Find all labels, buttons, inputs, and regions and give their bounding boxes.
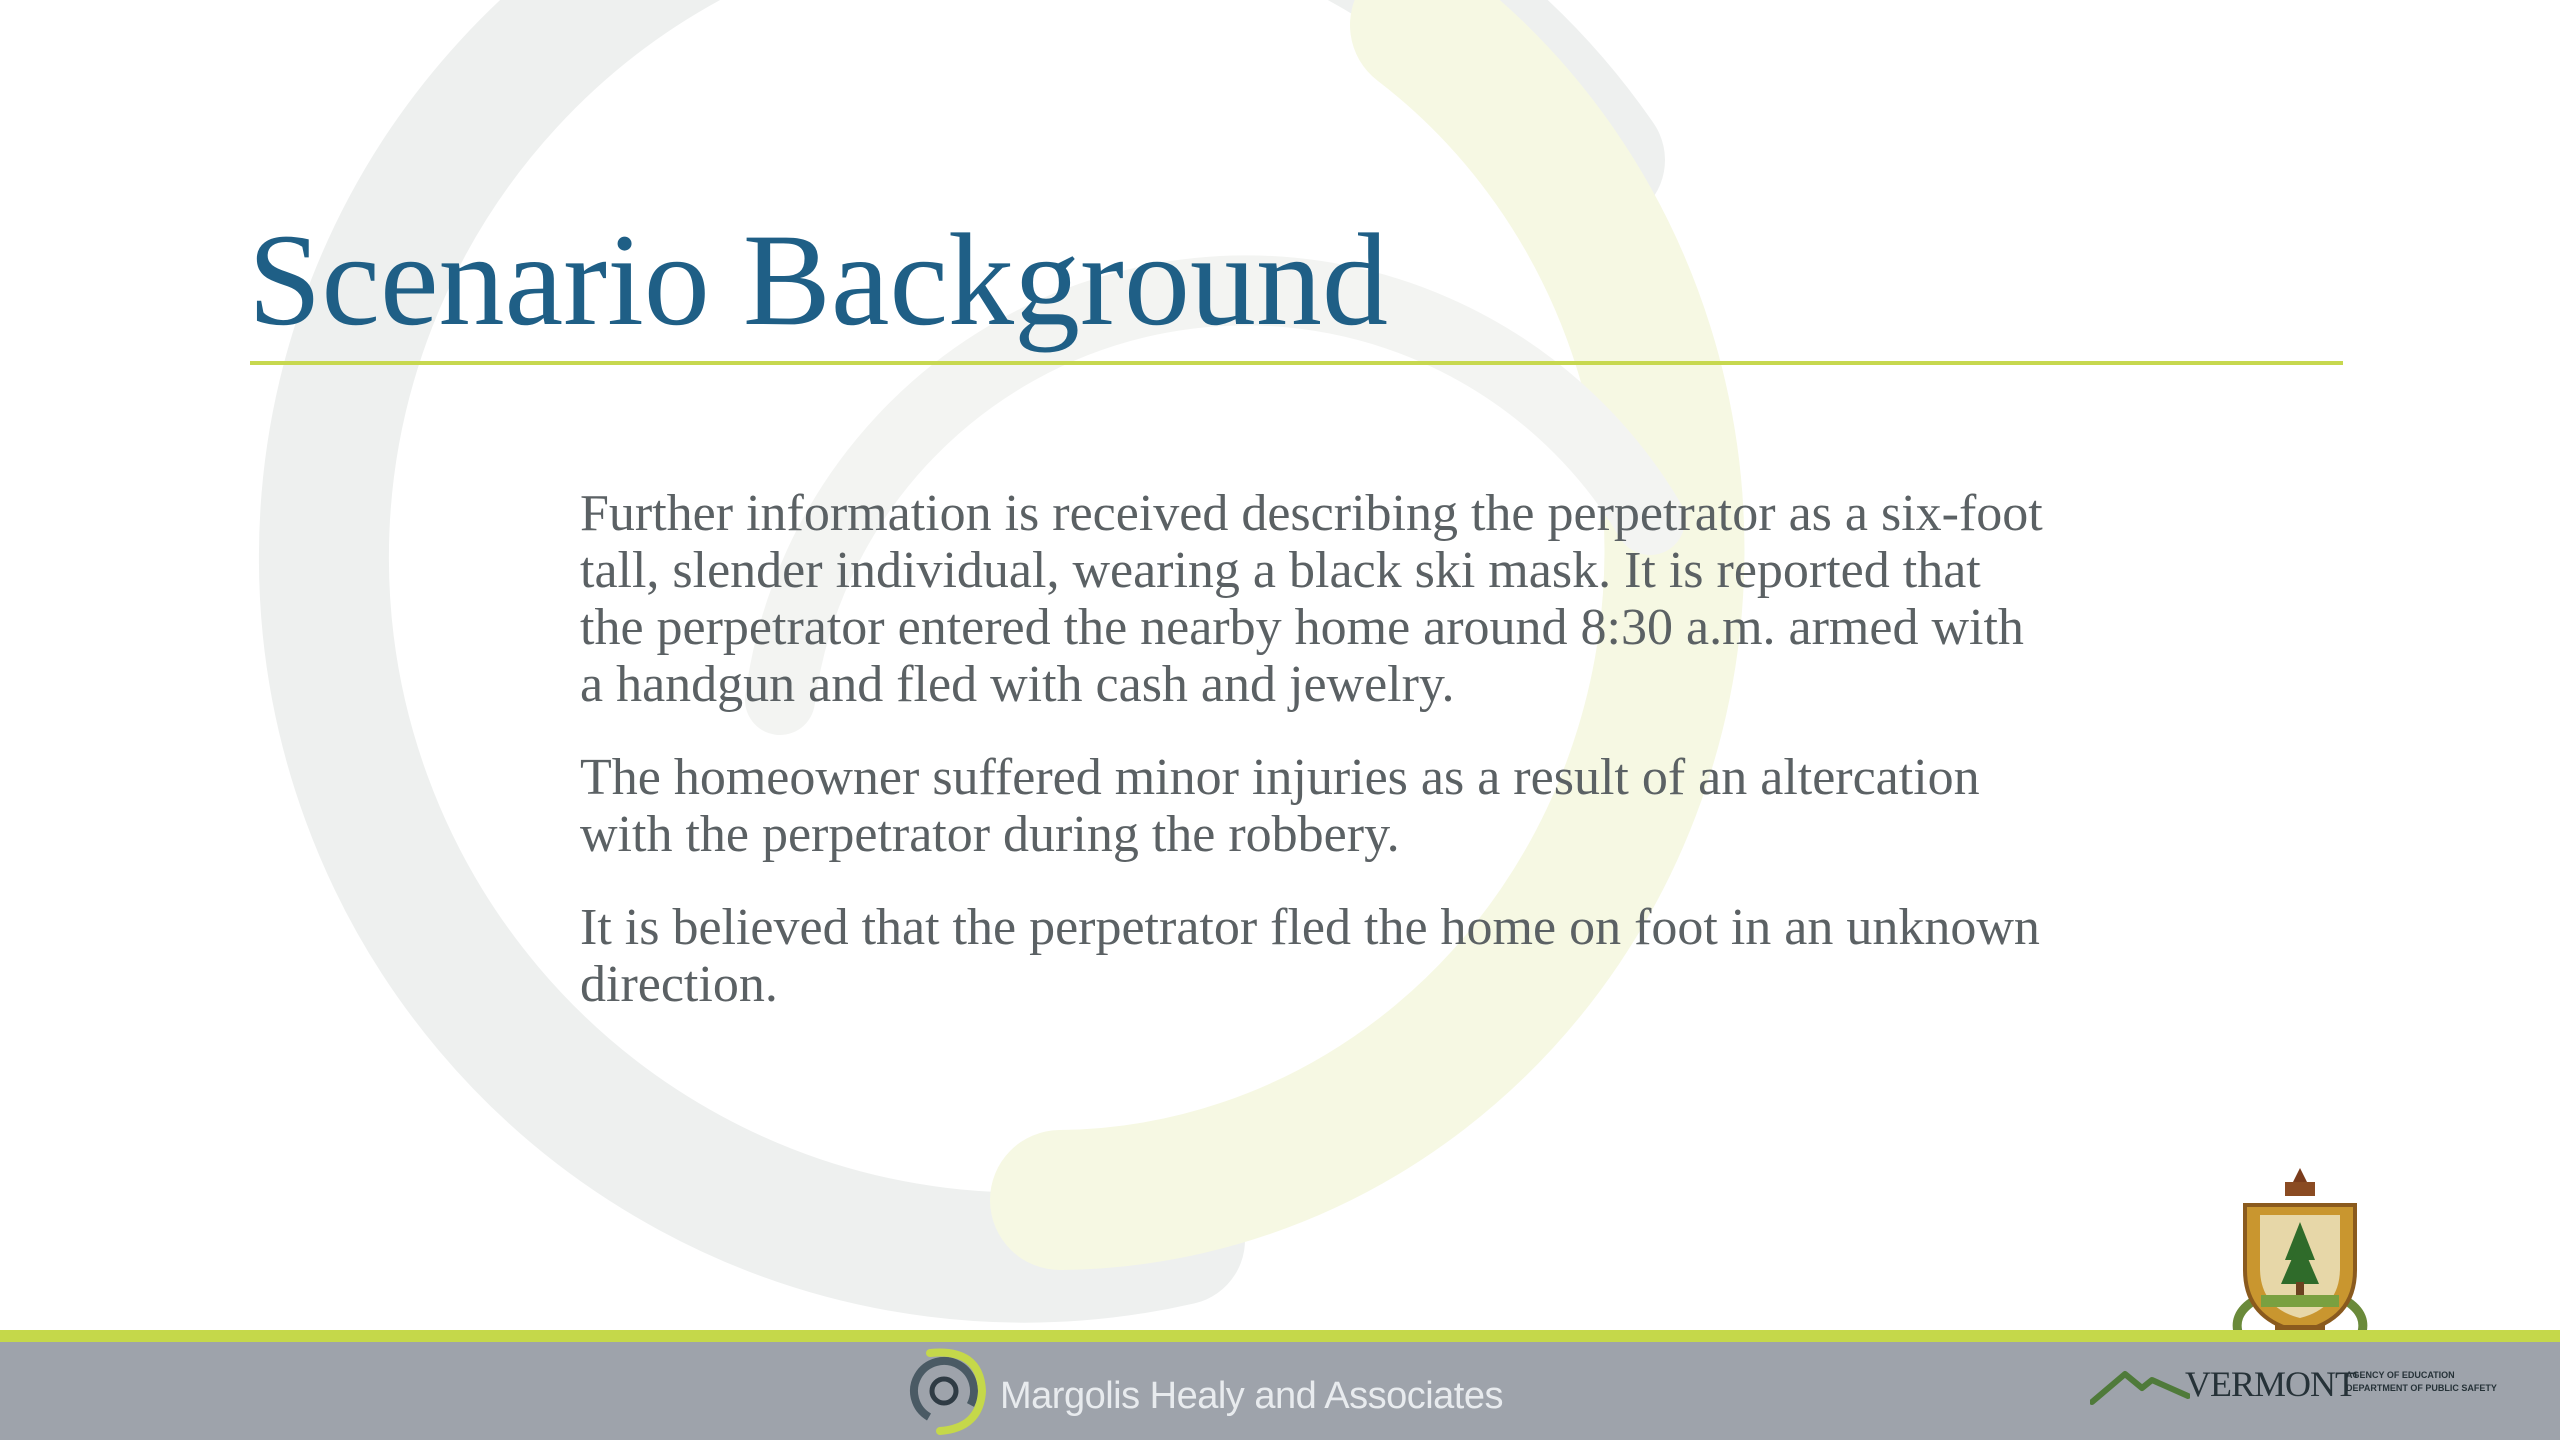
footer-accent-stripe xyxy=(0,1330,2560,1342)
slide-title: Scenario Background xyxy=(248,206,1388,353)
margolis-healy-logo-icon xyxy=(900,1343,992,1435)
paragraph-perpetrator-fled: It is believed that the perpetrator fled the home on foot in an unknown direction. xyxy=(580,899,2040,1013)
vermont-mountain-icon xyxy=(2090,1366,2190,1406)
paragraph-homeowner-injuries: The homeowner suffered minor injuries as a result of an altercation with the perpetrator during the robbery. xyxy=(580,749,1980,863)
vermont-seal-icon xyxy=(2215,1160,2385,1345)
footer-agency-names xyxy=(2346,1369,2546,1395)
footer-agency-line-2: DEPARTMENT OF PUBLIC SAFETY xyxy=(2346,1383,2497,1393)
paragraph-perpetrator-description: Further information is received describing the perpetrator as a six-foot tall, slender individual, wearing a black ski mask. It is reported that the perpetrator entered the nearby home around 8:30 a.m. armed with a handgun and fled with cash and jewelry. xyxy=(580,485,2043,713)
title-divider xyxy=(250,361,2343,365)
footer-state-name: VERMONT xyxy=(2185,1364,2356,1404)
footer-brand-name: Margolis Healy and Associates xyxy=(1000,1375,1503,1417)
footer-agency-line-1: AGENCY OF EDUCATION xyxy=(2346,1370,2455,1380)
slide-body xyxy=(580,485,2050,1049)
